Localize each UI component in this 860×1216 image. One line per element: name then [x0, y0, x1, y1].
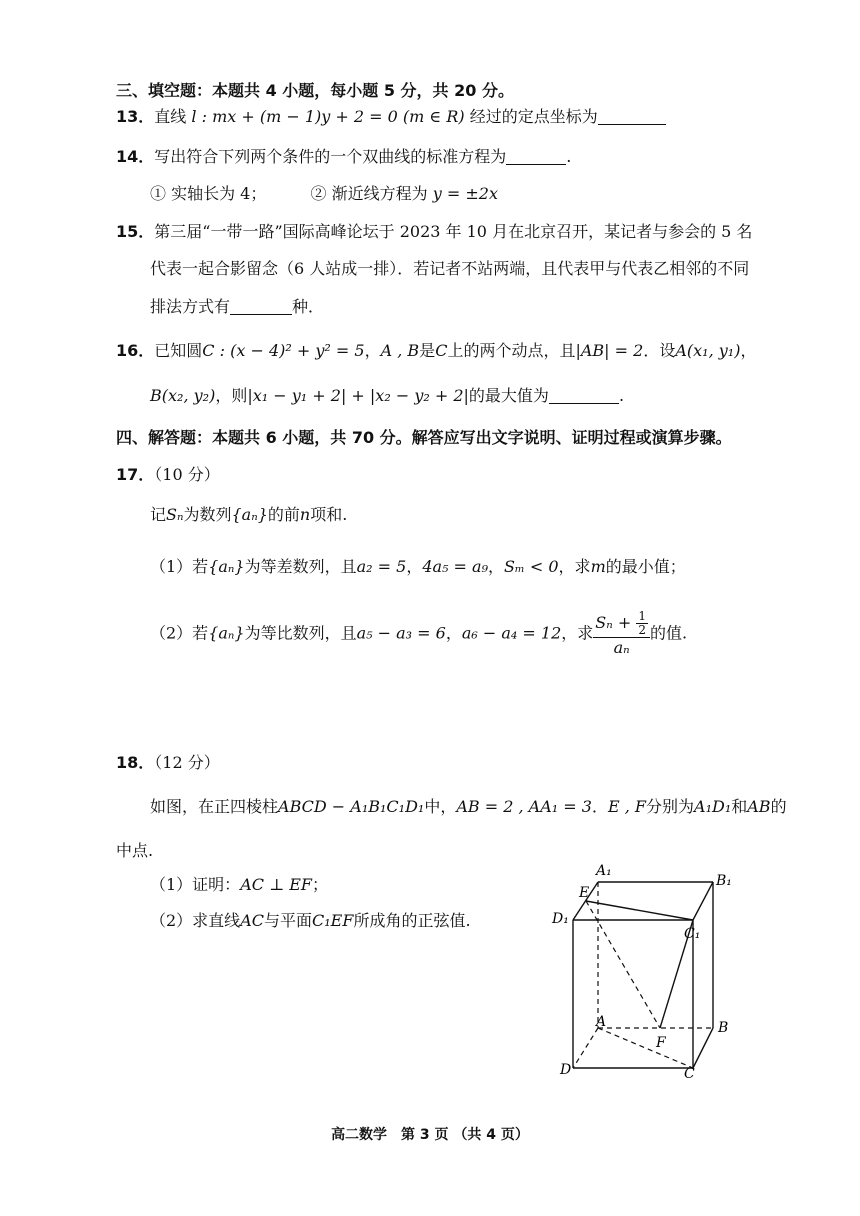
- question-score: （10 分）: [154, 465, 220, 484]
- q17-text: 为等比数列，且: [244, 623, 357, 643]
- diagonal-a-c-hidden: [598, 1028, 693, 1068]
- q18-perpendicular: AC ⊥ EF: [240, 875, 312, 894]
- label-a1: A₁: [596, 863, 612, 879]
- question-18-header: [116, 752, 220, 774]
- q17-condition: a₅ − a₃ = 6: [356, 623, 446, 643]
- fraction-denominator: aₙ: [613, 638, 630, 657]
- q17-n: n: [299, 505, 311, 524]
- label-a: A: [596, 1014, 607, 1030]
- q17-text: （2）若: [150, 623, 209, 643]
- edge-a-d-hidden: [573, 1028, 598, 1068]
- question-number: 17．: [116, 465, 155, 484]
- half-fraction: [636, 610, 648, 637]
- question-18-line-1: [150, 796, 787, 818]
- edge-b1-c1: [693, 882, 713, 920]
- section-3-heading: 三、填空题：本题共 4 小题，每小题 5 分，共 20 分。: [116, 81, 514, 100]
- half-numerator: 1: [638, 609, 646, 623]
- q18-prism: ABCD − A₁B₁C₁D₁: [278, 797, 425, 816]
- question-number: 16．: [116, 341, 155, 360]
- answer-blank[interactable]: [230, 298, 292, 315]
- q18-text: 中，: [424, 797, 457, 816]
- q14-text: 写出符合下列两个条件的一个双曲线的标准方程为: [154, 147, 507, 166]
- q16-text: ，: [740, 341, 757, 360]
- q18-text: 的: [770, 797, 787, 816]
- half-denominator: 2: [638, 623, 646, 637]
- q18-text: ．: [591, 797, 608, 816]
- q18-text: （1）证明：: [150, 875, 241, 894]
- q16-text: 已知圆: [154, 341, 203, 360]
- q18-text: （2）求直线: [150, 911, 241, 930]
- question-13: [116, 106, 666, 128]
- q17-text: （1）若: [150, 557, 209, 576]
- q17-sequence: {aₙ}: [231, 505, 268, 524]
- q16-text: ，: [364, 341, 381, 360]
- q16-points: A , B: [380, 341, 420, 360]
- q17-fraction: [593, 610, 650, 658]
- question-15-line-3: [150, 296, 324, 318]
- q17-text: 为数列: [183, 505, 232, 524]
- q16-text: 上的两个动点，且: [447, 341, 576, 360]
- q18-line: AC: [240, 911, 264, 930]
- q17-condition: a₆ − a₄ = 12: [461, 623, 562, 643]
- question-17-header: [116, 464, 220, 486]
- fraction-numerator: Sₙ +: [595, 613, 632, 632]
- label-d: D: [560, 1062, 572, 1078]
- question-18-line-2: 中点.: [116, 841, 154, 860]
- answer-blank[interactable]: [549, 387, 619, 404]
- q17-text: 为等差数列，且: [244, 557, 357, 576]
- q18-text: 与平面: [263, 911, 312, 930]
- question-16-line-1: [116, 340, 756, 362]
- q17-sequence: {aₙ}: [208, 557, 245, 576]
- question-16-line-2: [150, 385, 624, 407]
- q14-condition-2: ② 渐近线方程为: [310, 184, 428, 203]
- prism-figure: [550, 855, 750, 1080]
- q17-m: m: [590, 557, 606, 576]
- q17-text: ，求: [558, 557, 591, 576]
- q13-text-b: 经过的定点坐标为: [469, 107, 598, 126]
- q18-lengths: AB = 2 , AA₁ = 3: [456, 797, 592, 816]
- q17-condition: 4a₅ = a₉: [422, 557, 488, 576]
- label-d1: D₁: [552, 911, 569, 927]
- question-14-conditions: [150, 183, 498, 205]
- q13-text-a: 直线: [154, 107, 187, 126]
- q15-text-b: 种．: [292, 297, 325, 316]
- label-b: B: [718, 1020, 729, 1036]
- edge-c-b: [693, 1028, 713, 1068]
- q18-segment: A₁D₁: [694, 797, 732, 816]
- q18-text: 和: [731, 797, 748, 816]
- q17-text: 记: [150, 505, 167, 524]
- q14-asymptote-equation: y = ±2x: [432, 184, 498, 203]
- q16-text: 的最大值为: [468, 386, 549, 405]
- q17-text: 的前: [267, 505, 300, 524]
- q18-segment: AB: [747, 797, 771, 816]
- q16-text: ．设: [643, 341, 676, 360]
- q17-condition: Sₘ < 0: [504, 557, 559, 576]
- q16-expression: |x₁ − y₁ + 2| + |x₂ − y₂ + 2|: [247, 386, 469, 405]
- answer-blank[interactable]: [506, 148, 566, 165]
- q16-text: 是: [419, 341, 436, 360]
- q16-point-b: B(x₂, y₂): [150, 386, 216, 405]
- label-b1: B₁: [716, 873, 732, 889]
- q18-text: 分别为: [646, 797, 695, 816]
- q16-circle-name: C: [435, 341, 448, 360]
- question-17-part-2: [150, 610, 687, 658]
- q16-text: ，则: [215, 386, 248, 405]
- question-15-line-1: [116, 221, 752, 243]
- segment-e-c1: [586, 901, 693, 920]
- q14-condition-1: ① 实轴长为 4；: [150, 184, 267, 203]
- q17-sum: Sₙ: [166, 505, 184, 524]
- q18-plane: C₁EF: [312, 911, 354, 930]
- answer-blank[interactable]: [598, 108, 666, 125]
- q17-text: ，: [445, 623, 462, 643]
- question-number: 18．: [116, 753, 155, 772]
- question-18-part-2: [150, 910, 471, 932]
- q17-text: 项和.: [310, 505, 348, 524]
- q15-text-line-1: 第三届“一带一路”国际高峰论坛于 2023 年 10 月在北京召开，某记者与参会的 5 名: [154, 222, 753, 241]
- question-17-intro: [150, 504, 347, 526]
- q17-condition: a₂ = 5: [356, 557, 407, 576]
- q18-text: 所成角的正弦值.: [353, 911, 471, 930]
- question-number: 14．: [116, 147, 155, 166]
- q13-line-equation: l : mx + (m − 1)y + 2 = 0 (m ∈ R): [191, 107, 465, 126]
- question-14: [116, 146, 571, 168]
- question-18-part-1: [150, 874, 328, 896]
- q17-text: 的值.: [649, 623, 688, 643]
- label-c1: C₁: [684, 926, 701, 942]
- label-f: F: [656, 1035, 666, 1051]
- question-15-line-2: 代表一起合影留念（6 人站成一排）．若记者不站两端，且代表甲与代表乙相邻的不同: [150, 259, 750, 278]
- question-score: （12 分）: [154, 753, 220, 772]
- label-e: E: [579, 885, 590, 901]
- question-number: 13．: [116, 107, 155, 126]
- question-17-part-1: [150, 556, 686, 578]
- q18-text: 如图，在正四棱柱: [150, 797, 279, 816]
- question-number: 15．: [116, 222, 155, 241]
- section-4-heading: 四、解答题：本题共 6 小题，共 70 分。解答应写出文字说明、证明过程或演算步骤。: [116, 428, 732, 447]
- q18-points: E , F: [607, 797, 646, 816]
- q17-text: 的最小值；: [605, 557, 686, 576]
- q17-text: ，: [406, 557, 423, 576]
- q16-point-a: A(x₁, y₁): [675, 341, 741, 360]
- q17-sequence: {aₙ}: [208, 623, 245, 643]
- page-footer: 高二数学 第 3 页 （共 4 页）: [331, 1127, 529, 1143]
- q14-period: .: [566, 147, 572, 166]
- label-c: C: [684, 1066, 695, 1080]
- q16-circle-equation: C : (x − 4)² + y² = 5: [202, 341, 365, 360]
- q15-text-a: 排法方式有: [150, 297, 231, 316]
- q17-text: ，求: [561, 623, 594, 643]
- q16-text: .: [618, 386, 625, 405]
- q18-text: ；: [311, 875, 328, 894]
- q17-text: ，: [488, 557, 505, 576]
- q16-chord-length: |AB| = 2: [575, 341, 644, 360]
